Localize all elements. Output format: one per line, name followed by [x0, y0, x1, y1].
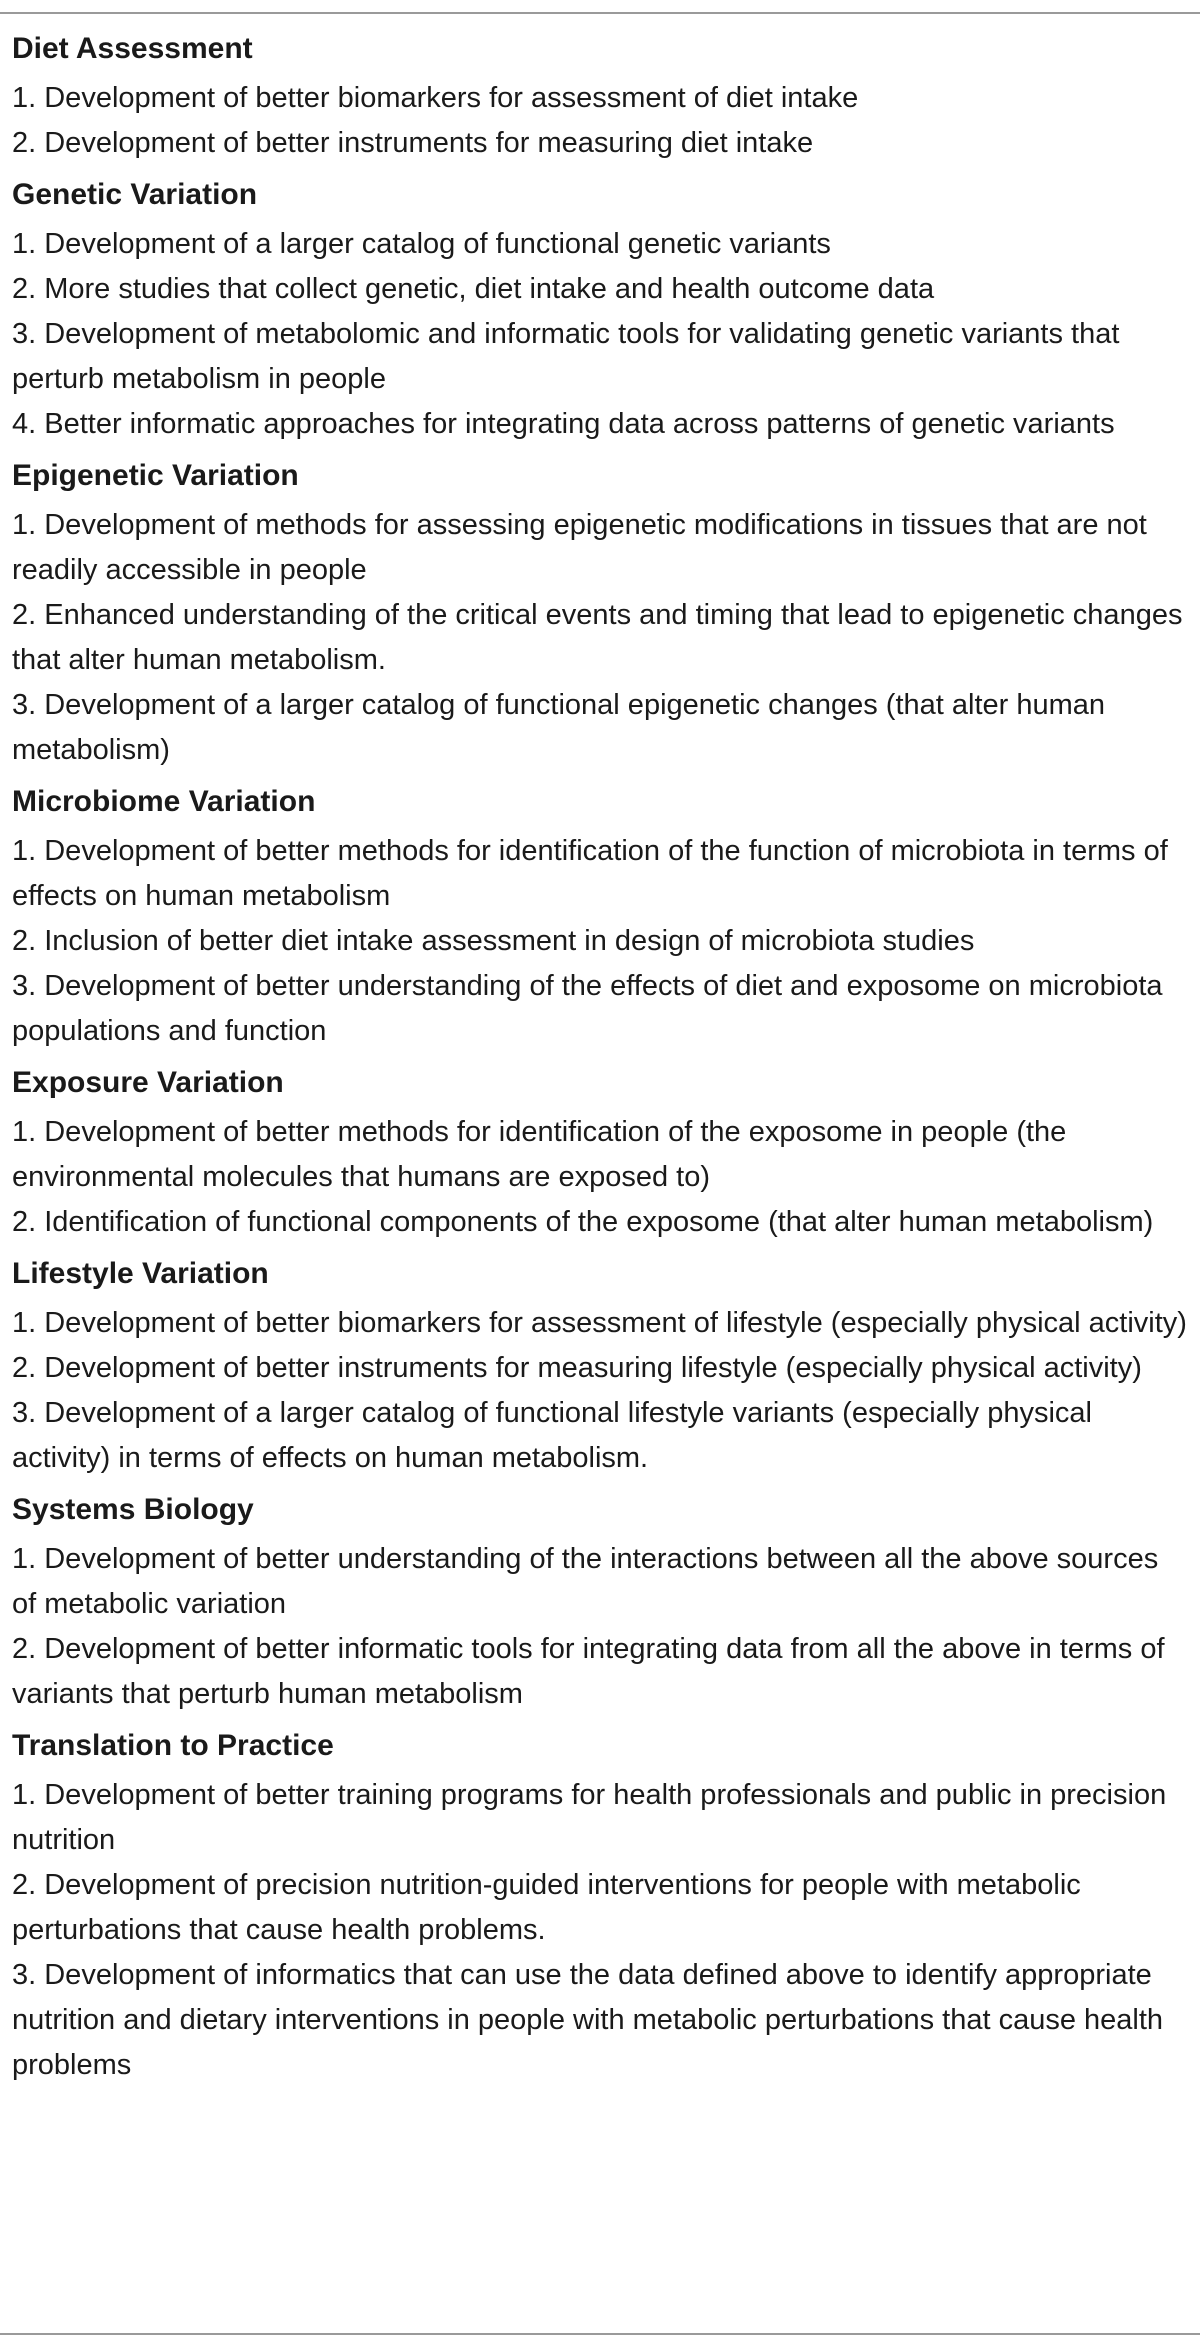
section-items	[12, 1301, 1188, 1481]
list-item: 2. Enhanced understanding of the critical events and timing that lead to epigenetic changes that alter human metabolism.	[12, 599, 1183, 676]
section-translation-to-practice	[12, 1723, 1188, 2088]
list-item: 1. Development of better understanding of the interactions between all the above sources of metabolic variation	[12, 1543, 1159, 1620]
section-items	[12, 1773, 1188, 2088]
section-items	[12, 76, 1188, 166]
section-diet-assessment	[12, 26, 1188, 166]
section-title: Lifestyle Variation	[12, 1257, 269, 1290]
list-item: 2. More studies that collect genetic, diet intake and health outcome data	[12, 273, 935, 305]
list-item: 1. Development of better methods for identification of the exposome in people (the environmental molecules that humans are exposed to)	[12, 1116, 1067, 1193]
section-title: Diet Assessment	[12, 32, 253, 65]
section-title: Epigenetic Variation	[12, 459, 299, 492]
section-items	[12, 1537, 1188, 1717]
list-item: 2. Development of better instruments for measuring diet intake	[12, 127, 814, 159]
section-microbiome-variation	[12, 779, 1188, 1054]
section-genetic-variation	[12, 172, 1188, 447]
section-title: Microbiome Variation	[12, 785, 316, 818]
section-items	[12, 222, 1188, 447]
list-item: 4. Better informatic approaches for integrating data across patterns of genetic variants	[12, 408, 1115, 440]
section-exposure-variation	[12, 1060, 1188, 1245]
section-title: Translation to Practice	[12, 1729, 334, 1762]
section-systems-biology	[12, 1487, 1188, 1717]
section-title: Systems Biology	[12, 1493, 254, 1526]
list-item: 3. Development of a larger catalog of functional epigenetic changes (that alter human metabolism)	[12, 689, 1106, 766]
list-item: 2. Identification of functional components of the exposome (that alter human metabolism)	[12, 1206, 1154, 1238]
list-item: 2. Development of better informatic tools for integrating data from all the above in terms of variants that perturb human metabolism	[12, 1633, 1165, 1710]
list-item: 1. Development of better training programs for health professionals and public in precision nutrition	[12, 1779, 1167, 1856]
list-item: 3. Development of informatics that can use the data defined above to identify appropriate nutrition and dietary interventions in people with metabolic perturbations that cause health problems	[12, 1959, 1164, 2081]
section-title: Exposure Variation	[12, 1066, 284, 1099]
list-item: 1. Development of better methods for identification of the function of microbiota in terms of effects on human metabolism	[12, 835, 1168, 912]
list-item: 3. Development of better understanding of the effects of diet and exposome on microbiota populations and function	[12, 970, 1163, 1047]
list-item: 1. Development of methods for assessing epigenetic modifications in tissues that are not readily accessible in people	[12, 509, 1147, 586]
section-items	[12, 1110, 1188, 1245]
list-item: 2. Development of better instruments for measuring lifestyle (especially physical activity)	[12, 1352, 1142, 1384]
section-title: Genetic Variation	[12, 178, 258, 211]
list-item: 2. Development of precision nutrition-guided interventions for people with metabolic perturbations that cause health problems.	[12, 1869, 1081, 1946]
list-item: 3. Development of a larger catalog of functional lifestyle variants (especially physical activity) in terms of effects on human metabolism.	[12, 1397, 1092, 1474]
list-item: 1. Development of better biomarkers for assessment of diet intake	[12, 82, 859, 114]
section-lifestyle-variation	[12, 1251, 1188, 1481]
table-top-rule	[0, 12, 1200, 14]
list-item: 1. Development of a larger catalog of functional genetic variants	[12, 228, 831, 260]
list-item: 1. Development of better biomarkers for assessment of lifestyle (especially physical activity)	[12, 1307, 1187, 1339]
table-bottom-rule	[0, 2333, 1200, 2335]
table-sections	[12, 26, 1188, 2094]
section-items	[12, 829, 1188, 1054]
list-item: 3. Development of metabolomic and informatic tools for validating genetic variants that perturb metabolism in people	[12, 318, 1120, 395]
section-items	[12, 503, 1188, 773]
list-item: 2. Inclusion of better diet intake assessment in design of microbiota studies	[12, 925, 975, 957]
section-epigenetic-variation	[12, 453, 1188, 773]
